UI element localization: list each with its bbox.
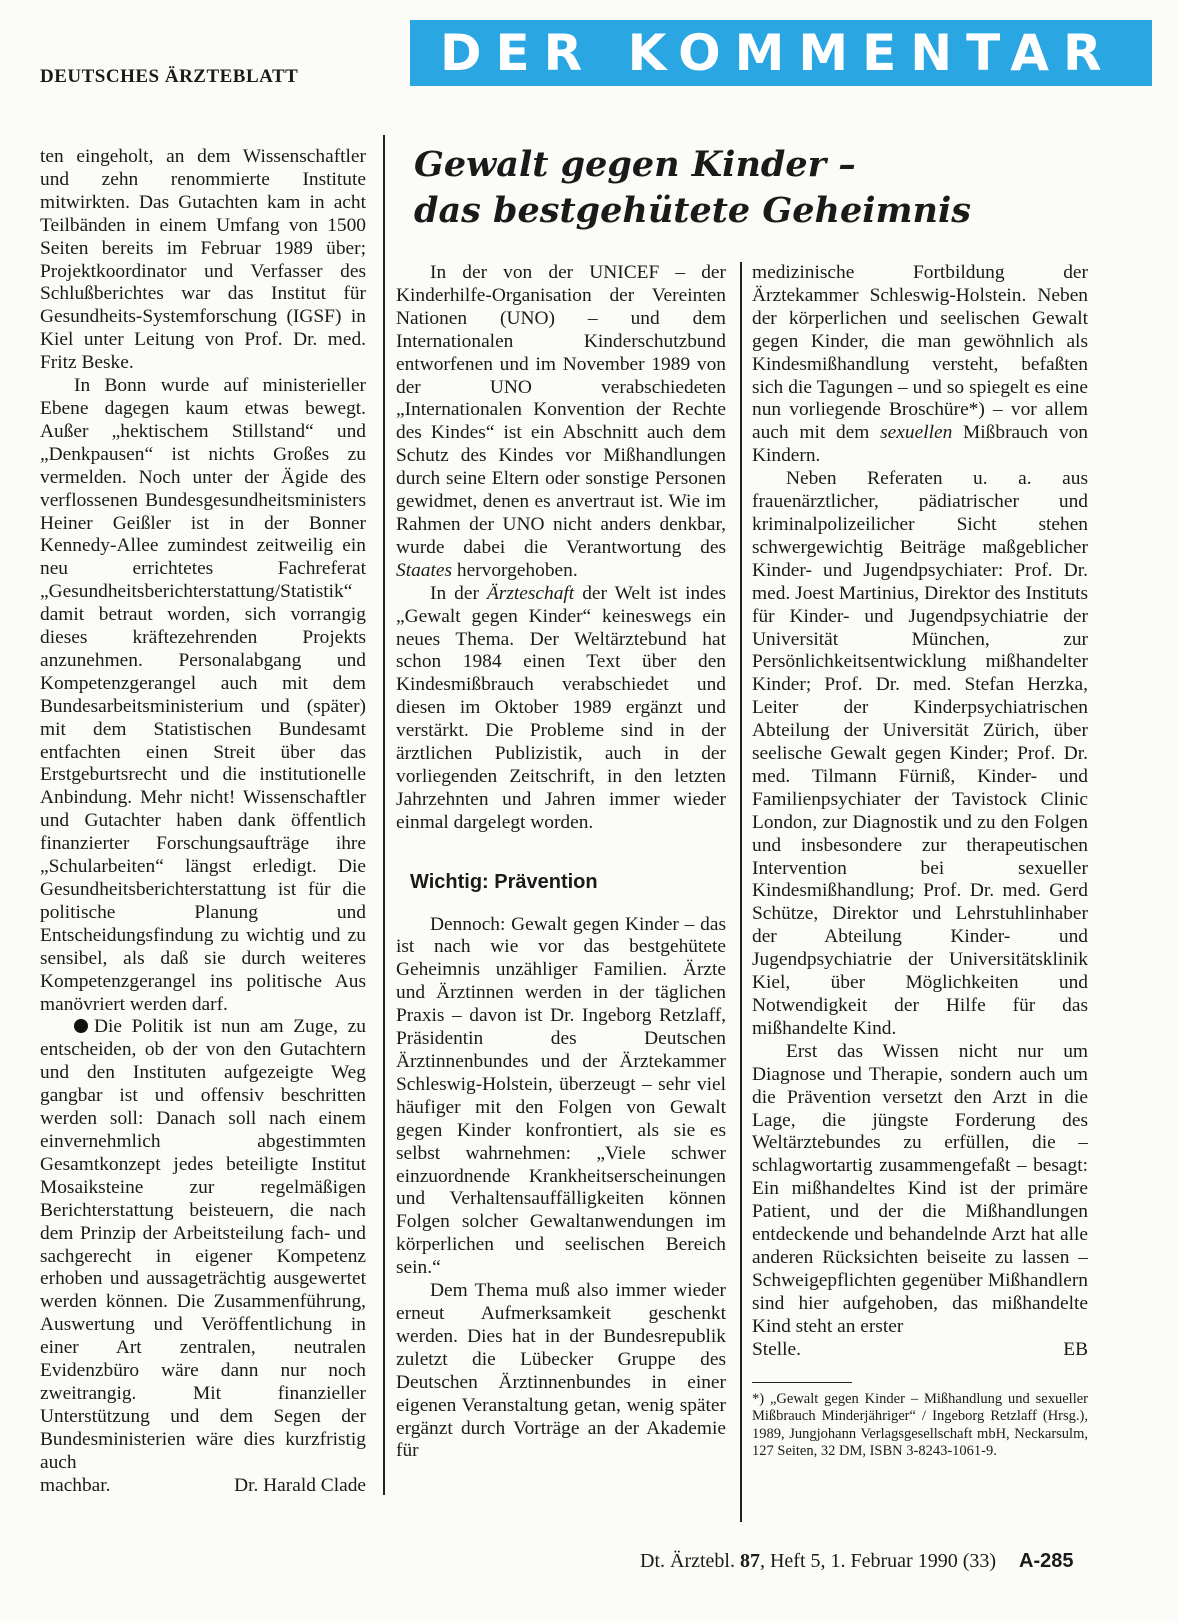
right-column <box>752 262 1088 1461</box>
paragraph-text: In der von der UNICEF – der Kinderhilfe-Organisation der Vereinten Nationen (UNO) – und dem Internationalen Kinderschutzbund entworfenen und im November 1989 von der UNO verabschiedeten „Internationalen Konvention der Rechte des Kindes“ ist ein Abschnitt auch dem Schutz des Kindes vor Mißhandlungen durch seine Eltern oder sonstige Personen gewidmet, denen es anvertraut ist. Wie im Rahmen der UNO nicht anders denkbar, wurde dabei die Verantwortung des <box>396 262 726 558</box>
journal-name: Dt. Ärztebl. <box>640 1550 735 1572</box>
masthead: DEUTSCHES ÄRZTEBLATT <box>40 66 299 87</box>
author: Dr. Harald Clade <box>234 1474 366 1496</box>
paragraph: ten eingeholt, an dem Wissenschaftler und zehn renommierte Institute mitwirkten. Das Gutachten kam in acht Teilbänden in einem Umfang von 1500 Seiten bereits im Februar 1989 über; Projektkoordinator und Verfasser des Schlußberichtes war das Institut für Gesundheits-Systemforschung (IGSF) in Kiel unter Leitung von Prof. Dr. med. Fritz Beske. <box>40 146 366 374</box>
emphasis: Ärzteschaft <box>486 582 575 604</box>
last-word: machbar. <box>40 1474 111 1496</box>
paragraph <box>752 262 1088 468</box>
paragraph-text: Die Politik ist nun am Zuge, zu entscheiden, ob der von den Gutachtern und den Instituten aufgezeigte Weg gangbar ist und offensiv beschritten werden soll: Danach soll nach einem einvernehmlich abgestimmten Gesamtkonzept jedes beteiligte Institut Mosaiksteine zur regelmäßigen Berichterstattung beisteuern, die nach dem Prinzip der Arbeitsteilung fach- und sachgerecht in eigener Kompetenz erhoben und aussageträchtig ausgewertet werden können. Die Zusammenführung, Auswertung und Veröffentlichung in einer Art zentralen, neutralen Evidenzbüro wäre dann nur noch zweitrangig. Mit finanzieller Unterstützung und dem Segen der Bundesministerien wäre dies kurzfristig auch <box>40 1016 366 1473</box>
middle-column <box>396 262 726 1463</box>
volume: 87 <box>739 1550 760 1572</box>
column-divider-right <box>740 262 742 1522</box>
left-column <box>40 146 366 1497</box>
paragraph: Dem Thema muß also immer wieder erneut Aufmerksamkeit geschenkt werden. Dies hat in der Bundesrepublik zuletzt die Lübecker Gruppe des Deutschen Ärztinnenbundes in einer eigenen Veranstaltung getan, wenig später ergänzt durch Vorträge an der Akademie für <box>396 1280 726 1462</box>
bullet-icon <box>74 1019 88 1033</box>
issue-date: , Heft 5, 1. Februar 1990 (33) <box>759 1550 997 1572</box>
headline-line-1: Gewalt gegen Kinder – <box>414 144 856 185</box>
paragraph-text: Mißbrauch von Kindern. <box>752 422 1088 467</box>
section-banner: DER KOMMENTAR <box>410 20 1152 86</box>
emphasis: sexuellen <box>880 422 953 444</box>
headline-line-2: das bestgehütete Geheimnis <box>414 190 971 231</box>
page-footer <box>640 1550 1074 1573</box>
paragraph <box>396 583 726 835</box>
paragraph-text: der Welt ist indes „Gewalt gegen Kinder“ keineswegs ein neues Thema. Der Weltärztebund hat schon 1984 einen Text über den Kindesmißbrauch verabschiedet und diesen im Oktober 1989 ergänzt und verstärkt. Die Probleme sind in der ärztlichen Publizistik, auch in der vorliegenden Zeitschrift, in den letzten Jahrzehnten und Jahren immer wieder einmal dargelegt worden. <box>396 582 726 833</box>
initials: EB <box>1063 1338 1088 1360</box>
paragraph: In Bonn wurde auf ministerieller Ebene dagegen kaum etwas bewegt. Außer „hektischem Stillstand“ und „Denkpausen“ ist nichts Großes zu vermelden. Noch unter der Ägide des verflossenen Bundesgesundheitsministers Heiner Geißler ist in der Bonner Kennedy-Allee zumindest zeitweilig ein neu errichtetes Fachreferat „Gesundheitsberichterstattung/Statistik“ damit betraut worden, sich vorrangig dieses kräftezehrenden Projekts anzunehmen. Personalabgang und Kompetenzgerangel auch mit dem Bundesarbeitsministerium und (später) mit dem Statistischen Bundesamt entfachten einen Streit über das Erstgeburtsrecht und die institutionelle Anbindung. Mehr nicht! Wissenschaftler und Gutachter haben dank öffentlich finanzierter Forschungsaufträge ihre „Schularbeiten“ längst erledigt. Die Gesundheitsberichterstattung ist für die politische Planung und Entscheidungsfindung zu wichtig und zu sensibel, als daß sie durch weiteres Kompetenzgerangel ins politische Aus manövriert werden darf. <box>40 375 366 1015</box>
paragraph <box>396 262 726 583</box>
paragraph: Erst das Wissen nicht nur um Diagnose und Therapie, sondern auch um die Prävention versetzt den Arzt in die Lage, die jüngste Forderung des Weltärztebundes zu erfüllen, die – schlagwortartig zusammengefaßt – besagt: Ein mißhandeltes Kind ist der primäre Patient, und der die Mißhandlungen entdeckende und behandelnde Arzt hat alle anderen Rücksichten beiseite zu lassen – Schweigepflichten gegenüber Mißhandlern sind hier aufgehoben, das mißhandelte Kind steht an erster <box>752 1040 1088 1337</box>
paragraph-text: medizinische Fortbildung der Ärztekammer Schleswig-Holstein. Neben der körperlichen und seelischen Gewalt gegen Kinder, die man gewöhnlich als Kindesmißhandlung versteht, befaßten sich die Tagungen – und so spiegelt es eine nun vorliegende Broschüre*) – vor allem auch mit dem <box>752 262 1088 444</box>
paragraph <box>40 1016 366 1474</box>
signature-line <box>752 1339 1088 1362</box>
subheading: Wichtig: Prävention <box>410 870 598 893</box>
column-divider-left <box>383 135 385 1495</box>
page-number: A-285 <box>1019 1550 1074 1572</box>
signature-line <box>40 1475 366 1498</box>
footnote: *) „Gewalt gegen Kinder – Mißhandlung und sexueller Mißbrauch Minderjähriger“ / Ingeborg Retzlaff (Hrsg.), 1989, Jungjohann Verlagsgesellschaft mbH, Neckarsulm, 127 Seiten, 32 DM, ISBN 3-8243-1061-9. <box>752 1390 1088 1460</box>
paragraph-text: hervorgehoben. <box>456 559 578 581</box>
last-word: Stelle. <box>752 1338 802 1360</box>
paragraph: Neben Referaten u. a. aus frauenärztlicher, pädiatrischer und kriminalpolizeilicher Sicht stehen schwergewichtig Beiträge maßgeblicher Kinder- und Jugendpsychiater: Prof. Dr. med. Joest Martinius, Direktor des Instituts für Kinder- und Jugendpsychiatrie der Universität München, zur Persönlichkeitsentwicklung mißhandelter Kinder; Prof. Dr. med. Stefan Herzka, Leiter der Kinderpsychiatrischen Abteilung der Universität Zürich, über seelische Gewalt gegen Kinder; Prof. Dr. med. Tilmann Fürniß, Kinder- und Familienpsychiater der Tavistock Clinic London, zur Diagnostik und zu den Folgen und insbesondere zur therapeutischen Intervention bei sexueller Kindesmißhandlung; Prof. Dr. med. Gerd Schütze, Direktor und Lehrstuhlinhaber der Abteilung Kinder- und Jugendpsychiatrie der Universitätsklinik Kiel, über Möglichkeiten und Notwendigkeit der Hilfe für das mißhandelte Kind. <box>752 468 1088 1039</box>
emphasis: Staates <box>396 559 453 581</box>
paragraph: Dennoch: Gewalt gegen Kinder – das ist nach wie vor das bestgehütete Geheimnis unzähliger Familien. Ärzte und Ärztinnen werden in der täglichen Praxis – davon ist Dr. Ingeborg Retzlaff, Präsidentin des Deutschen Ärztinnenbundes und der Ärztekammer Schleswig-Holstein, überzeugt – sehr viel häufiger mit den Folgen von Gewalt gegen Kinder konfrontiert, als sie es selbst wahrnehmen: „Viele schwer einzuordnende Krankheitserscheinungen und Verhaltensauffälligkeiten können Folgen solcher Gewaltanwendungen im körperlichen und seelischen Bereich sein.“ <box>396 913 726 1279</box>
article-headline <box>414 142 1134 234</box>
paragraph-text: In der <box>430 582 479 604</box>
footnote-rule <box>752 1382 852 1383</box>
